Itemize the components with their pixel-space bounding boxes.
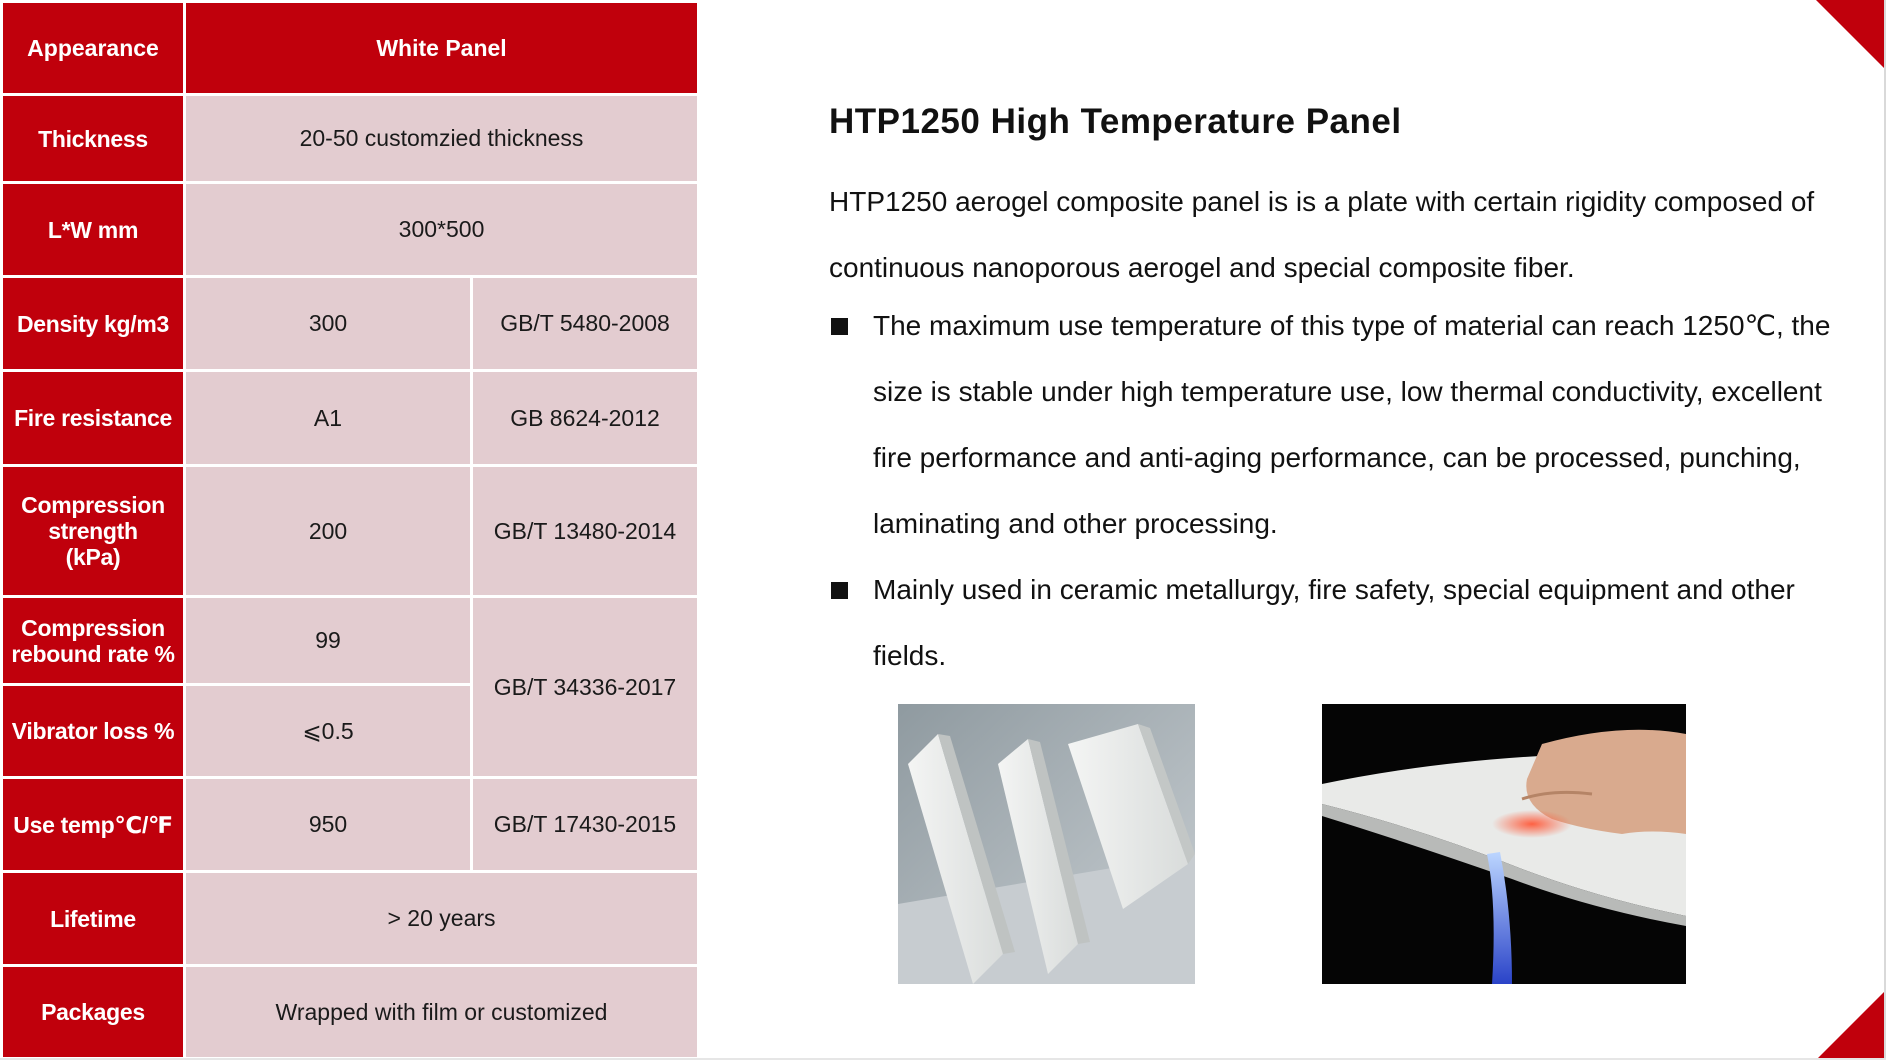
table-row-compression-strength bbox=[2, 466, 699, 597]
row-label-thickness: Thickness bbox=[2, 95, 185, 183]
square-bullet-icon bbox=[831, 318, 848, 335]
row-value-thickness: 20-50 customzied thickness bbox=[185, 95, 699, 183]
list-item-text: Mainly used in ceramic metallurgy, fire safety, special equipment and other fields. bbox=[873, 574, 1795, 671]
table-row-lifetime bbox=[2, 872, 699, 966]
row-label-appearance: Appearance bbox=[2, 2, 185, 95]
row-label-rebound-rate: Compression rebound rate % bbox=[2, 597, 185, 685]
table-row-fire-resistance bbox=[2, 371, 699, 466]
row-standard-rebound-vibrator: GB/T 34336-2017 bbox=[472, 597, 699, 778]
row-value-rebound-rate: 99 bbox=[185, 597, 472, 685]
row-value-use-temp: 950 bbox=[185, 778, 472, 872]
row-label-lifetime: Lifetime bbox=[2, 872, 185, 966]
content-panel bbox=[697, 0, 1886, 1060]
row-label-vibrator-loss: Vibrator loss % bbox=[2, 685, 185, 778]
row-label-compression-strength: Compression strength (kPa) bbox=[2, 466, 185, 597]
intro-paragraph: HTP1250 aerogel composite panel is is a plate with certain rigidity composed of continuous nanoporous aerogel and special composite fiber. bbox=[829, 186, 1815, 283]
square-bullet-icon bbox=[831, 582, 848, 599]
page-title: HTP1250 High Temperature Panel bbox=[829, 102, 1402, 141]
row-value-density: 300 bbox=[185, 277, 472, 371]
panel-samples-photo bbox=[898, 704, 1195, 984]
row-value-vibrator-loss: ⩽0.5 bbox=[185, 685, 472, 778]
row-label-use-temp: Use temp℃/℉ bbox=[2, 778, 185, 872]
flame-test-photo bbox=[1322, 704, 1686, 984]
row-label-packages: Packages bbox=[2, 966, 185, 1059]
row-value-packages: Wrapped with film or customized bbox=[185, 966, 699, 1059]
list-item bbox=[829, 293, 1849, 557]
feature-list bbox=[829, 293, 1849, 689]
spec-table bbox=[0, 0, 700, 1060]
table-row-rebound-rate bbox=[2, 597, 699, 685]
row-standard-density: GB/T 5480-2008 bbox=[472, 277, 699, 371]
row-standard-use-temp: GB/T 17430-2015 bbox=[472, 778, 699, 872]
table-row-size bbox=[2, 183, 699, 277]
table-row-thickness bbox=[2, 95, 699, 183]
table-row-density bbox=[2, 277, 699, 371]
row-value-size: 300*500 bbox=[185, 183, 699, 277]
list-item bbox=[829, 557, 1849, 689]
row-label-size: L*W mm bbox=[2, 183, 185, 277]
row-value-lifetime: > 20 years bbox=[185, 872, 699, 966]
corner-decoration-bottom bbox=[1806, 980, 1886, 1060]
table-row-packages bbox=[2, 966, 699, 1059]
row-label-density: Density kg/m3 bbox=[2, 277, 185, 371]
row-standard-compression-strength: GB/T 13480-2014 bbox=[472, 466, 699, 597]
row-standard-fire-resistance: GB 8624-2012 bbox=[472, 371, 699, 466]
row-value-appearance: White Panel bbox=[185, 2, 699, 95]
table-row-appearance bbox=[2, 2, 699, 95]
table-row-use-temp bbox=[2, 778, 699, 872]
row-label-fire-resistance: Fire resistance bbox=[2, 371, 185, 466]
row-value-fire-resistance: A1 bbox=[185, 371, 472, 466]
row-value-compression-strength: 200 bbox=[185, 466, 472, 597]
list-item-text: The maximum use temperature of this type of material can reach 1250℃, the size is stable under high temperature use, low thermal conductivity, excellent fire performance and anti-aging performance, can be processed, punching, laminating and other processing. bbox=[873, 310, 1831, 539]
corner-decoration-top bbox=[1806, 0, 1886, 80]
